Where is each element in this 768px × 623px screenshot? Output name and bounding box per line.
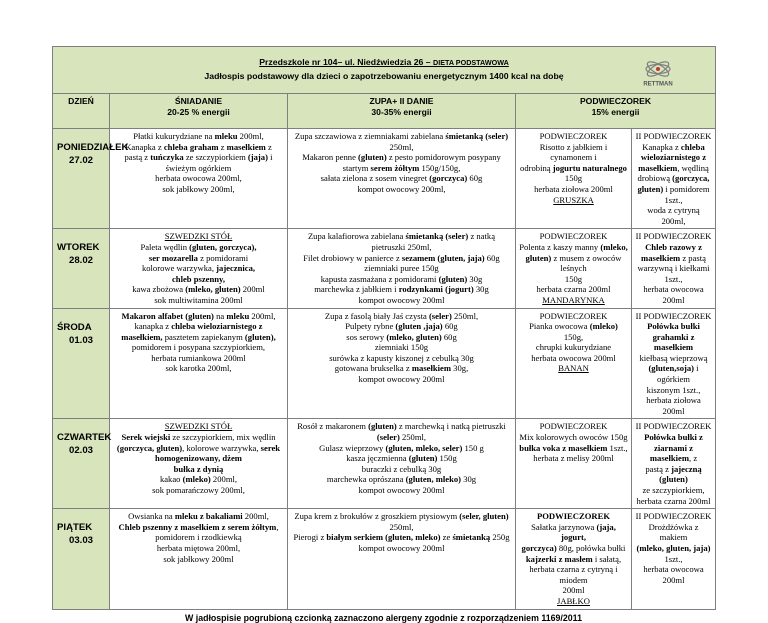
menu-line: II PODWIECZOREK <box>635 231 712 242</box>
menu-line: 1szt., <box>664 553 683 564</box>
menu-line: kompot owocowy 200ml <box>358 294 445 305</box>
menu-line: Zupa kalafiorowa zabielana śmietanką (seler) z natką <box>307 231 496 242</box>
breakfast-cell <box>110 419 288 509</box>
breakfast-cell <box>110 509 288 609</box>
menu-line: ziarnami z masełkiem, z <box>649 442 698 464</box>
lunch-cell <box>288 229 516 308</box>
day-row <box>53 129 716 229</box>
day-date: 03.03 <box>68 535 93 547</box>
menu-line: 1szt., <box>664 194 683 205</box>
menu-line: 1szt., <box>664 273 683 284</box>
day-label <box>53 129 129 229</box>
menu-line: Chleb razowy z <box>645 241 702 252</box>
menu-line: bułka voka z masełkiem 1szt., <box>519 442 628 453</box>
day-name: PONIEDZIAŁEK <box>57 142 129 153</box>
menu-line: Makaron penne (gluten) z pesto pomidorowym posypany <box>302 152 501 163</box>
day-label <box>53 509 110 609</box>
day-row <box>53 229 716 308</box>
menu-line: buraczki z cebulką 30g <box>361 463 442 474</box>
menu-line: wieloziarnistego z <box>640 152 707 163</box>
menu-line: gluten) z musem z owoców leśnych <box>525 252 622 274</box>
menu-line: warzywną i kiełkami <box>637 263 710 274</box>
menu-line: masełkiem, pasztetem zapiekanym (gluten), <box>121 331 276 342</box>
menu-line: gotowana brukselka z masełkiem 30g, <box>334 363 469 374</box>
menu-line: kiszonym 1szt., <box>646 384 701 395</box>
menu-line: odrobiną jogurtu naturalnego <box>520 162 627 173</box>
menu-line: herbata czarna z cytryną i miodem <box>529 564 618 585</box>
rettman-logo <box>627 55 689 87</box>
menu-line: ser mozarella z pomidorami <box>148 252 249 263</box>
menu-line: herbata owocowa 200ml <box>643 564 704 585</box>
header-subtitle: Jadłospis podstawowy dla dzieci o zapotrzebowaniu energetycznym 1400 kcal na dobę <box>204 70 564 81</box>
menu-line: PODWIECZOREK <box>536 511 611 522</box>
menu-line: kasza jęczmienna (gluten) 150g <box>346 453 457 464</box>
menu-line: Zupa szczawiowa z ziemniakami zabielana śmietanką (seler) <box>294 131 509 141</box>
lunch-cell <box>288 129 516 229</box>
menu-line: Kanapka z chleba <box>642 141 705 152</box>
menu-line: herbata owocowa 200ml <box>531 352 616 363</box>
menu-line: marchewka oprószana (gluten, mleko) 30g <box>326 474 477 485</box>
menu-line: Makaron alfabet (gluten) na mleku 200ml, <box>121 310 276 321</box>
allergen-footnote: W jadłospisie pogrubioną czcionką zaznaczono alergeny zgodnie z rozporządzeniem 1169/2011 <box>185 612 582 623</box>
menu-line: 150g <box>564 173 583 184</box>
menu-line: chleb pszenny, <box>171 273 225 284</box>
menu-line: pietruszki 250ml, <box>371 241 432 252</box>
day-label <box>53 308 110 419</box>
menu-sheet <box>52 46 715 623</box>
menu-line: II PODWIECZOREK <box>635 310 712 321</box>
menu-line: (gorczyca, gluten), kolorowe warzywka, serek <box>116 442 281 453</box>
menu-line: Zupa krem z brokułów z groszkiem ptysiowym (seler, gluten) <box>294 511 509 522</box>
menu-line: herbata z melisy 200ml <box>533 453 614 464</box>
menu-line: bułka z dynią <box>173 463 224 474</box>
menu-line: sałata zielona z sosem vinegret (gorczyca) 60g <box>320 173 483 184</box>
menu-line: chrupki kukurydziane <box>535 342 612 353</box>
menu-line: Gulasz wieprzowy (gluten, mleko, seler) 150 g <box>319 442 484 453</box>
menu-line: startym serem żółtym 150g/150g, <box>342 162 461 173</box>
menu-line: Chleb pszenny z masełkiem z serem żółtym, <box>118 521 279 532</box>
menu-line: PODWIECZOREK <box>539 421 608 432</box>
breakfast-cell <box>110 229 288 308</box>
menu-line: herbata owocowa 200ml, <box>155 173 242 184</box>
menu-line: kompot owocowy 200ml <box>358 542 445 553</box>
menu-line: herbata rumiankowa 200ml <box>151 352 246 363</box>
menu-line: sok jabłkowy 200ml <box>163 553 234 564</box>
menu-line: PODWIECZOREK <box>539 310 608 321</box>
menu-line: gorczyca) 80g, połówka bułki <box>521 542 626 553</box>
menu-line: 200ml <box>562 585 585 596</box>
svg-text:RETTMAN: RETTMAN <box>643 81 673 87</box>
column-header-row <box>53 94 716 129</box>
day-name: WTOREK <box>57 242 100 254</box>
col-snack: PODWIECZOREK 15% energii <box>516 94 716 129</box>
menu-line: sos serowy (mleko, gluten) 60g <box>346 331 457 342</box>
menu-line: Owsianka na mleku z bakaliami 200ml, <box>128 511 269 522</box>
day-label <box>53 229 110 308</box>
menu-line: II PODWIECZOREK <box>635 421 712 432</box>
menu-line: ziemniaki 150g <box>374 342 429 353</box>
menu-line: homogenizowany, dżem <box>155 453 242 464</box>
document-header <box>53 47 716 94</box>
menu-line: PODWIECZOREK <box>539 231 608 242</box>
snack-cell <box>516 419 632 509</box>
menu-line: ziemniaki puree 150g <box>364 263 439 274</box>
menu-line: masełkiem z pastą <box>641 252 706 263</box>
menu-line: kompot owocowy 200ml, <box>357 183 446 194</box>
menu-line: sok karotka 200ml, <box>165 363 232 374</box>
menu-line: Płatki kukurydziane na mleku 200ml, <box>133 131 264 141</box>
menu-line: woda z cytryną 200ml, <box>647 205 700 226</box>
menu-line: Połówka bułki z <box>644 432 703 443</box>
menu-line: kawa zbożowa (mleko, gluten) 200ml <box>132 284 265 295</box>
day-row <box>53 509 716 609</box>
menu-table <box>52 46 716 610</box>
menu-line: II PODWIECZOREK <box>635 131 712 141</box>
menu-line: (seler) 250ml, <box>376 432 427 443</box>
menu-line: Sałatka jarzynowa (jaja, jogurt, <box>531 521 616 543</box>
second-snack-cell <box>632 419 716 509</box>
menu-line: Drożdżówka z makiem <box>648 521 699 543</box>
breakfast-cell <box>110 308 288 419</box>
menu-line: herbata czarna 200ml <box>536 284 611 295</box>
menu-line: grahamki z masełkiem <box>652 331 695 353</box>
menu-line: kanapka z chleba wieloziarnistego z <box>134 321 263 332</box>
menu-line: marchewka z jabłkiem i rodzynkami (jogurt) 30g <box>314 284 489 295</box>
menu-line: Serek wiejski ze szczypiorkiem, mix wędlin <box>121 432 276 443</box>
menu-line: surówka z kapusty kiszonej z cebulką 30g <box>329 352 474 363</box>
menu-line: gluten) i pomidorem <box>637 183 710 194</box>
snack-cell <box>516 308 632 419</box>
menu-line: BANAN <box>558 363 589 374</box>
menu-line: pomidorem i posypana szczypiorkiem, <box>131 342 266 353</box>
menu-line: herbata ziołowa 200ml <box>534 183 613 194</box>
menu-line: herbata miętowa 200ml, <box>156 542 241 553</box>
day-date: 27.02 <box>68 155 93 166</box>
day-date: 28.02 <box>68 255 93 267</box>
menu-line: Paleta wędlin (gluten, gorczyca), <box>140 241 257 252</box>
menu-line: 250ml, <box>389 141 414 152</box>
menu-line: Pulpety rybne (gluten ,jaja) 60g <box>345 321 458 332</box>
menu-line: masełkiem, wędliną <box>638 162 709 173</box>
second-snack-cell <box>632 509 716 609</box>
second-snack-cell <box>632 308 716 419</box>
snack-cell <box>516 229 632 308</box>
menu-line: Pianka owocowa (mleko) 150g, <box>529 321 618 342</box>
snack-cell <box>516 129 632 229</box>
day-date: 01.03 <box>68 334 93 346</box>
menu-line: herbata owocowa 200ml <box>643 284 704 305</box>
menu-line: Zupa z fasolą biały Jaś czysta (seler) 250ml, <box>324 310 479 321</box>
menu-line: kompot owocowy 200ml <box>358 374 445 385</box>
day-label <box>53 419 110 509</box>
menu-line: herbata czarna 200ml <box>636 495 711 506</box>
menu-line: (gluten,soja) i ogórkiem <box>648 363 699 385</box>
menu-line: Mix kolorowych owoców 150g <box>519 432 628 443</box>
col-day: DZIEŃ <box>53 94 110 129</box>
lunch-cell <box>288 419 516 509</box>
menu-line: Polenta z kaszy manny (mleko, <box>519 241 628 252</box>
breakfast-cell <box>110 129 288 229</box>
menu-line: II PODWIECZOREK <box>635 511 712 522</box>
second-snack-cell <box>632 229 716 308</box>
menu-line: SZWEDZKI STÓŁ <box>164 231 233 242</box>
snack-cell <box>516 509 632 609</box>
day-row <box>53 419 716 509</box>
menu-line: Połówka bułki <box>647 321 700 332</box>
day-name: ŚRODA <box>57 321 92 333</box>
day-name: PIĄTEK <box>57 522 93 534</box>
menu-line: Pierogi z białym serkiem (gluten, mleko) ze śmietanką 250g <box>293 532 510 543</box>
menu-line: JABŁKO <box>557 595 590 606</box>
menu-line: Kanapka z chleba graham z masełkiem z <box>125 141 272 152</box>
menu-line: kiełbasą wieprzową <box>639 352 708 363</box>
menu-line: kompot owocowy 200ml <box>358 485 445 495</box>
menu-line: MANDARYNKA <box>542 294 605 305</box>
day-name: CZWARTEK <box>57 432 112 444</box>
menu-line: kakao (mleko) 200ml, <box>159 474 238 485</box>
menu-line: sok pomarańczowy 200ml, <box>152 485 245 495</box>
col-lunch: ZUPA+ II DANIE 30-35% energii <box>288 94 516 129</box>
menu-line: Rosół z makaronem (gluten) z marchewką i natką pietruszki <box>297 421 506 432</box>
menu-line: pastą z tuńczyka ze szczypiorkiem (jaja) i <box>124 152 273 163</box>
menu-line: (mleko, gluten, jaja) <box>636 542 711 553</box>
menu-line: sok multiwitamina 200ml <box>154 294 243 305</box>
menu-line: świeżym ogórkiem <box>165 162 232 173</box>
menu-line: PODWIECZOREK <box>539 131 608 141</box>
day-date: 02.03 <box>68 445 93 457</box>
col-breakfast: ŚNIADANIE 20-25 % energii <box>110 94 288 129</box>
menu-line: pomidorem i rzodkiewką <box>155 532 242 543</box>
menu-line: kajzerki z masłem i sałatą, <box>525 553 622 564</box>
menu-line: kolorowe warzywka, jajecznica, <box>141 263 256 274</box>
menu-line: ze szczypiorkiem, <box>642 485 705 495</box>
menu-line: 150g <box>564 273 583 284</box>
day-rows <box>53 129 716 610</box>
menu-line: kapusta zasmażana z pomidorami (gluten) 30g <box>320 273 483 284</box>
menu-line: SZWEDZKI STÓŁ <box>164 421 233 432</box>
header-title: Przedszkole nr 104– ul. Niedźwiedzia 26 – DIETA PODSTAWOWA <box>259 57 509 67</box>
menu-line: herbata ziołowa 200ml <box>646 395 701 416</box>
menu-line: pastą z jajeczną (gluten) <box>645 463 702 485</box>
menu-line: drobiową (gorczyca, <box>637 173 710 184</box>
menu-line: Risotto z jabłkiem i cynamonem i <box>539 141 608 163</box>
lunch-cell <box>288 308 516 419</box>
day-row <box>53 308 716 419</box>
menu-line: Filet drobiowy w panierce z sezamem (gluten, jaja) 60g <box>303 252 500 263</box>
menu-line: 250ml, <box>389 521 414 532</box>
second-snack-cell <box>632 129 716 229</box>
menu-line: GRUSZKA <box>553 194 594 205</box>
menu-line: sok jabłkowy 200ml, <box>162 183 235 194</box>
lunch-cell <box>288 509 516 609</box>
